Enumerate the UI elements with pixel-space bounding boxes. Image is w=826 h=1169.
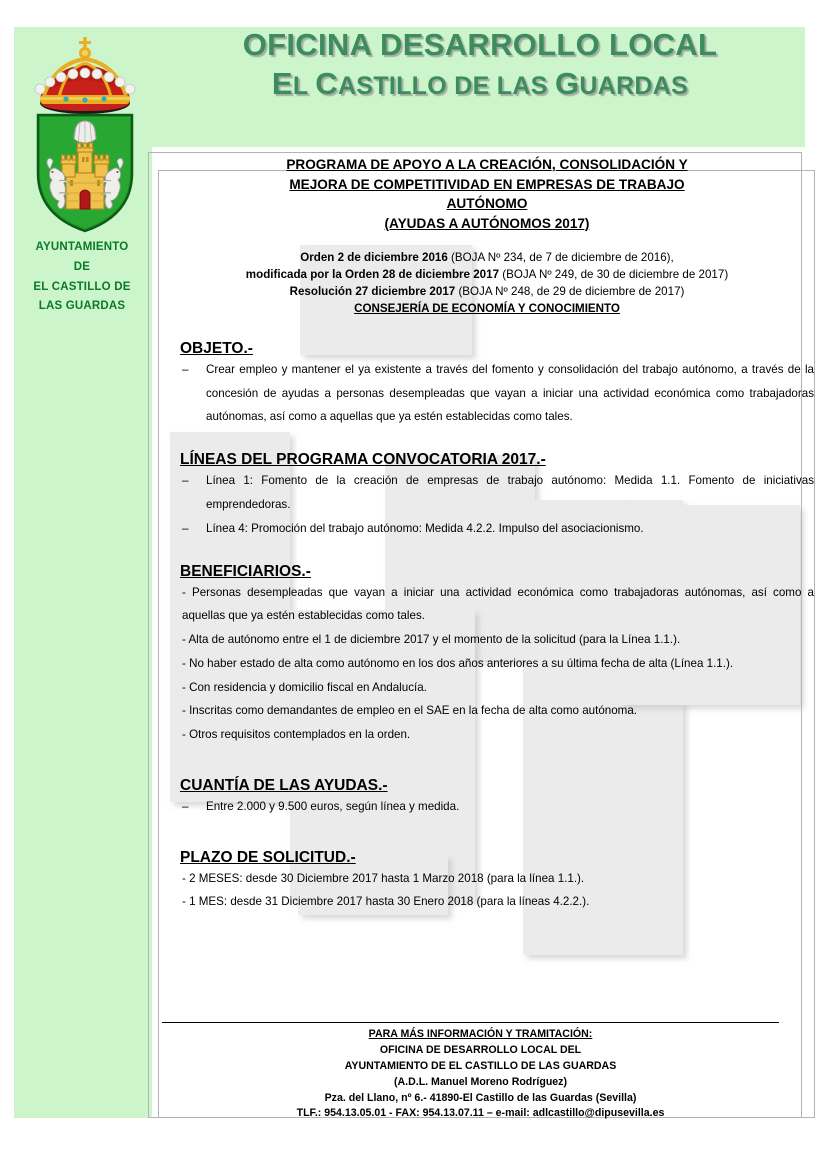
header-title-line2-text: EL CASTILLO DE LAS GUARDAS [271, 65, 689, 101]
document-title [160, 155, 814, 233]
section-heading-beneficiarios: BENEFICIARIOS.- [180, 562, 311, 580]
header-title-line1: OFICINA DESARROLLO LOCAL [242, 27, 718, 62]
list-item: - Otros requisitos contemplados en la orden. [182, 728, 411, 742]
header-title-line2 [160, 65, 800, 102]
document-title-line-1: PROGRAMA DE APOYO A LA CREACIÓN, CONSOLIDACIÓN Y [286, 157, 688, 172]
dash-marker: – [182, 362, 189, 376]
section-beneficiarios [180, 563, 814, 581]
list-item: - Personas desempleadas que vayan a iniciar una actividad económica como trabajadoras autónomas, así como a aquellas que ya estén establecidas como tales. [182, 585, 814, 623]
coat-of-arms [26, 33, 144, 238]
footer-line-phone-email: TLF.: 954.13.05.01 - FAX: 954.13.07.11 – e-mail: adlcastillo@dipusevilla.es [296, 1107, 665, 1120]
list-item-text: Línea 4: Promoción del trabajo autónomo: Medida 4.2.2. Impulso del asociacionismo. [206, 521, 644, 535]
document-title-line-3: AUTÓNOMO [446, 196, 528, 212]
document-content [160, 155, 814, 914]
header-title-block [160, 28, 800, 102]
section-heading-plazo: PLAZO DE SOLICITUD.- [180, 848, 356, 866]
footer-line-contact-person: (A.D.L. Manuel Moreno Rodríguez) [393, 1075, 568, 1088]
footer-line-office: OFICINA DE DESARROLLO LOCAL DEL [379, 1043, 582, 1056]
document-title-line-4: (AYUDAS A AUTÓNOMOS 2017) [384, 215, 590, 231]
list-item-text: Entre 2.000 y 9.500 euros, según línea y medida. [206, 799, 460, 813]
legal-references [160, 250, 814, 318]
footer-line-ayuntamiento: AYUNTAMIENTO DE EL CASTILLO DE LAS GUARDAS [344, 1059, 617, 1072]
footer-line-address: Pza. del Llano, nº 6.- 41890-El Castillo de las Guardas (Sevilla) [324, 1091, 637, 1104]
sidebar-line-4: LAS GUARDAS [38, 300, 126, 313]
legal-line-2 [160, 267, 814, 284]
section-heading-cuantia: CUANTÍA DE LAS AYUDAS.- [180, 776, 388, 794]
dash-marker: – [182, 799, 189, 813]
list-item [160, 469, 814, 517]
list-item: - Alta de autónomo entre el 1 de diciembre 2017 y el momento de la solicitud (para la Línea 1.1.). [182, 633, 681, 647]
legal-line-3 [160, 284, 814, 301]
list-item: - Inscritas como demandantes de empleo en el SAE en la fecha de alta como autónoma. [182, 704, 637, 718]
beneficiarios-list [160, 581, 814, 747]
list-item: - No haber estado de alta como autónomo en los dos años anteriores a su última fecha de alta (Línea 1.1.). [182, 656, 734, 670]
footer-line-heading: PARA MÁS INFORMACIÓN Y TRAMITACIÓN: [368, 1028, 593, 1040]
section-objeto [180, 340, 814, 358]
sidebar-municipality-text [8, 238, 156, 317]
legal-line-2-bold: modificada por la Orden 28 de diciembre 2017 [245, 268, 500, 282]
section-plazo [180, 849, 814, 867]
list-item: - Con residencia y domicilio fiscal en Andalucía. [182, 680, 427, 694]
dash-marker: – [182, 521, 189, 535]
section-heading-lineas: LÍNEAS DEL PROGRAMA CONVOCATORIA 2017.- [180, 451, 546, 469]
legal-line-3-bold: Resolución 27 diciembre 2017 [289, 285, 456, 299]
list-item [160, 517, 814, 541]
list-item: - 2 MESES: desde 30 Diciembre 2017 hasta 1 Marzo 2018 (para la línea 1.1.). [182, 871, 585, 885]
legal-authority: CONSEJERÍA DE ECONOMÍA Y CONOCIMIENTO [354, 302, 620, 316]
legal-line-1-bold: Orden 2 de diciembre 2016 [300, 251, 448, 265]
list-item [160, 795, 814, 819]
sidebar-line-1: AYUNTAMIENTO [35, 241, 129, 253]
footer-divider [162, 1022, 779, 1023]
list-item [160, 358, 814, 429]
list-item: - 1 MES: desde 31 Diciembre 2017 hasta 30 Enero 2018 (para la líneas 4.2.2.). [182, 895, 590, 909]
section-lineas [180, 451, 814, 469]
dash-marker: – [182, 474, 189, 488]
sidebar-line-2: DE [73, 260, 91, 273]
cuantia-list [160, 795, 814, 819]
objeto-list [160, 358, 814, 429]
legal-line-1-rest: (BOJA Nº 234, de 7 de diciembre de 2016), [447, 251, 674, 265]
section-cuantia [180, 777, 814, 795]
document-title-line-2: MEJORA DE COMPETITIVIDAD EN EMPRESAS DE TRABAJO [289, 176, 685, 192]
legal-line-1 [160, 250, 814, 267]
legal-line-4 [160, 301, 814, 318]
legal-line-2-rest: (BOJA Nº 249, de 30 de diciembre de 2017) [499, 268, 729, 282]
list-item-text: Crear empleo y mantener el ya existente a través del fomento y consolidación del trabajo autónomo, a través de la concesión de ayudas a personas desempleadas que vayan a iniciar una actividad económica como trabajadoras autónomas, así como a aquellas que ya estén establecidas como tales. [206, 362, 814, 424]
list-item-text: Línea 1: Fomento de la creación de empresas de trabajo autónomo: Medida 1.1. Fomento de iniciativas emprendedoras. [206, 474, 814, 511]
plazo-list [160, 867, 814, 915]
sidebar-line-3: EL CASTILLO DE [33, 280, 131, 293]
footer-contact-block [172, 1027, 789, 1122]
section-heading-objeto: OBJETO.- [180, 339, 253, 357]
legal-line-3-rest: (BOJA Nº 248, de 29 de diciembre de 2017) [455, 285, 685, 299]
lineas-list [160, 469, 814, 540]
